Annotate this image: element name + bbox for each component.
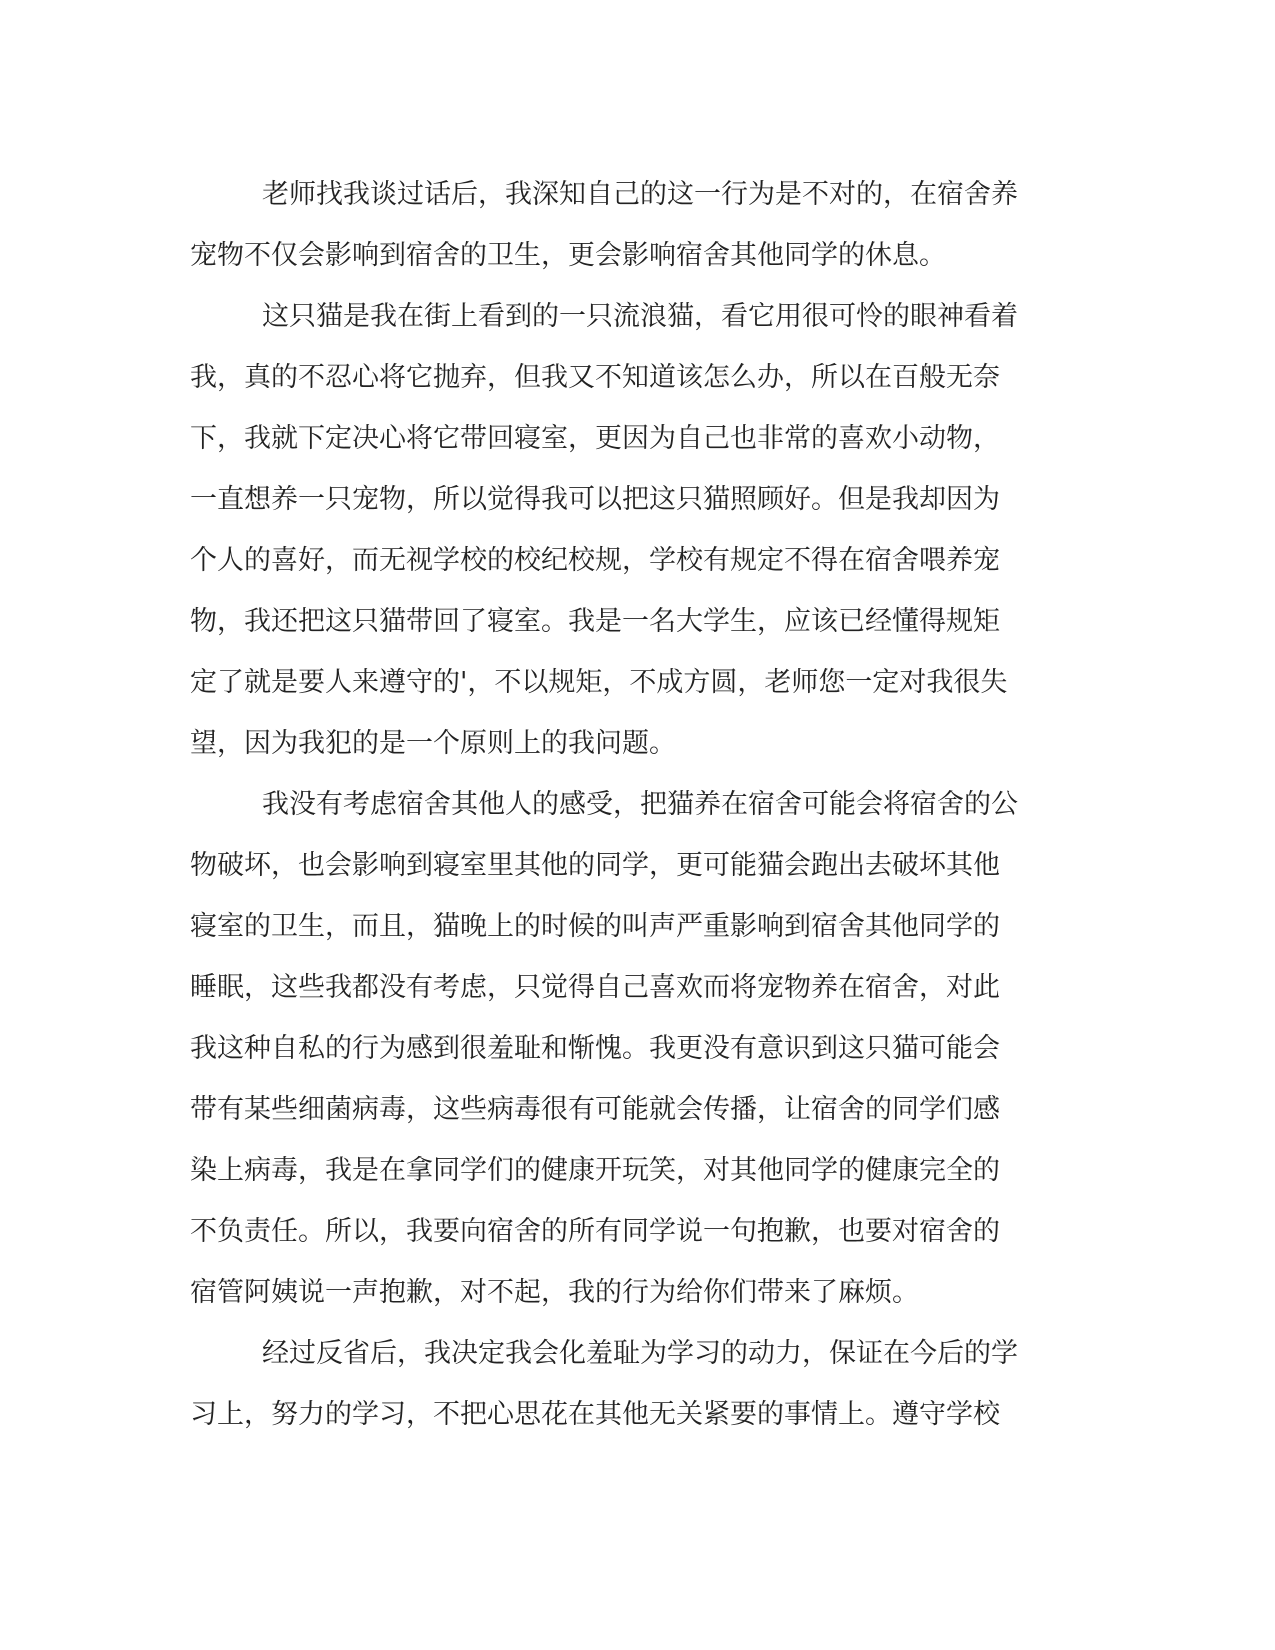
paragraph-1-line-2: 宠物不仅会影响到宿舍的卫生，更会影响宿舍其他同学的休息。 — [190, 240, 946, 271]
paragraph-3-line-2: 物破坏，也会影响到寝室里其他的同学，更可能猫会跑出去破坏其他 — [190, 850, 1000, 881]
paragraph-3-line-1: 我没有考虑宿舍其他人的感受，把猫养在宿舍可能会将宿舍的公 — [262, 789, 1018, 820]
paragraph-2-line-1: 这只猫是我在街上看到的一只流浪猫，看它用很可怜的眼神看着 — [262, 301, 1018, 332]
paragraph-2-line-5: 个人的喜好，而无视学校的校纪校规，学校有规定不得在宿舍喂养宠 — [190, 545, 1000, 576]
paragraph-2-line-7: 定了就是要人来遵守的'，不以规矩，不成方圆，老师您一定对我很失 — [190, 667, 1008, 698]
paragraph-3-line-4: 睡眠，这些我都没有考虑，只觉得自己喜欢而将宠物养在宿舍，对此 — [190, 972, 1000, 1003]
paragraph-2-line-3: 下，我就下定决心将它带回寝室，更因为自己也非常的喜欢小动物， — [190, 423, 1000, 454]
paragraph-2-line-6: 物，我还把这只猫带回了寝室。我是一名大学生，应该已经懂得规矩 — [190, 606, 1000, 637]
paragraph-2-line-4: 一直想养一只宠物，所以觉得我可以把这只猫照顾好。但是我却因为 — [190, 484, 1000, 515]
paragraph-2-line-8: 望，因为我犯的是一个原则上的我问题。 — [190, 728, 676, 759]
paragraph-3-line-9: 宿管阿姨说一声抱歉，对不起，我的行为给你们带来了麻烦。 — [190, 1277, 919, 1308]
paragraph-3-line-3: 寝室的卫生，而且，猫晚上的时候的叫声严重影响到宿舍其他同学的 — [190, 911, 1000, 942]
paragraph-1-line-1: 老师找我谈过话后，我深知自己的这一行为是不对的，在宿舍养 — [262, 179, 1018, 210]
paragraph-3-line-7: 染上病毒，我是在拿同学们的健康开玩笑，对其他同学的健康完全的 — [190, 1155, 1000, 1186]
paragraph-3-line-8: 不负责任。所以，我要向宿舍的所有同学说一句抱歉，也要对宿舍的 — [190, 1216, 1000, 1247]
paragraph-4-line-1: 经过反省后，我决定我会化羞耻为学习的动力，保证在今后的学 — [262, 1338, 1018, 1369]
paragraph-3-line-6: 带有某些细菌病毒，这些病毒很有可能就会传播，让宿舍的同学们感 — [190, 1094, 1000, 1125]
paragraph-3-line-5: 我这种自私的行为感到很羞耻和惭愧。我更没有意识到这只猫可能会 — [190, 1033, 1000, 1064]
paragraph-4-line-2: 习上，努力的学习，不把心思花在其他无关紧要的事情上。遵守学校 — [190, 1399, 1000, 1430]
document-body — [190, 164, 1080, 1445]
paragraph-2-line-2: 我，真的不忍心将它抛弃，但我又不知道该怎么办，所以在百般无奈 — [190, 362, 1000, 393]
